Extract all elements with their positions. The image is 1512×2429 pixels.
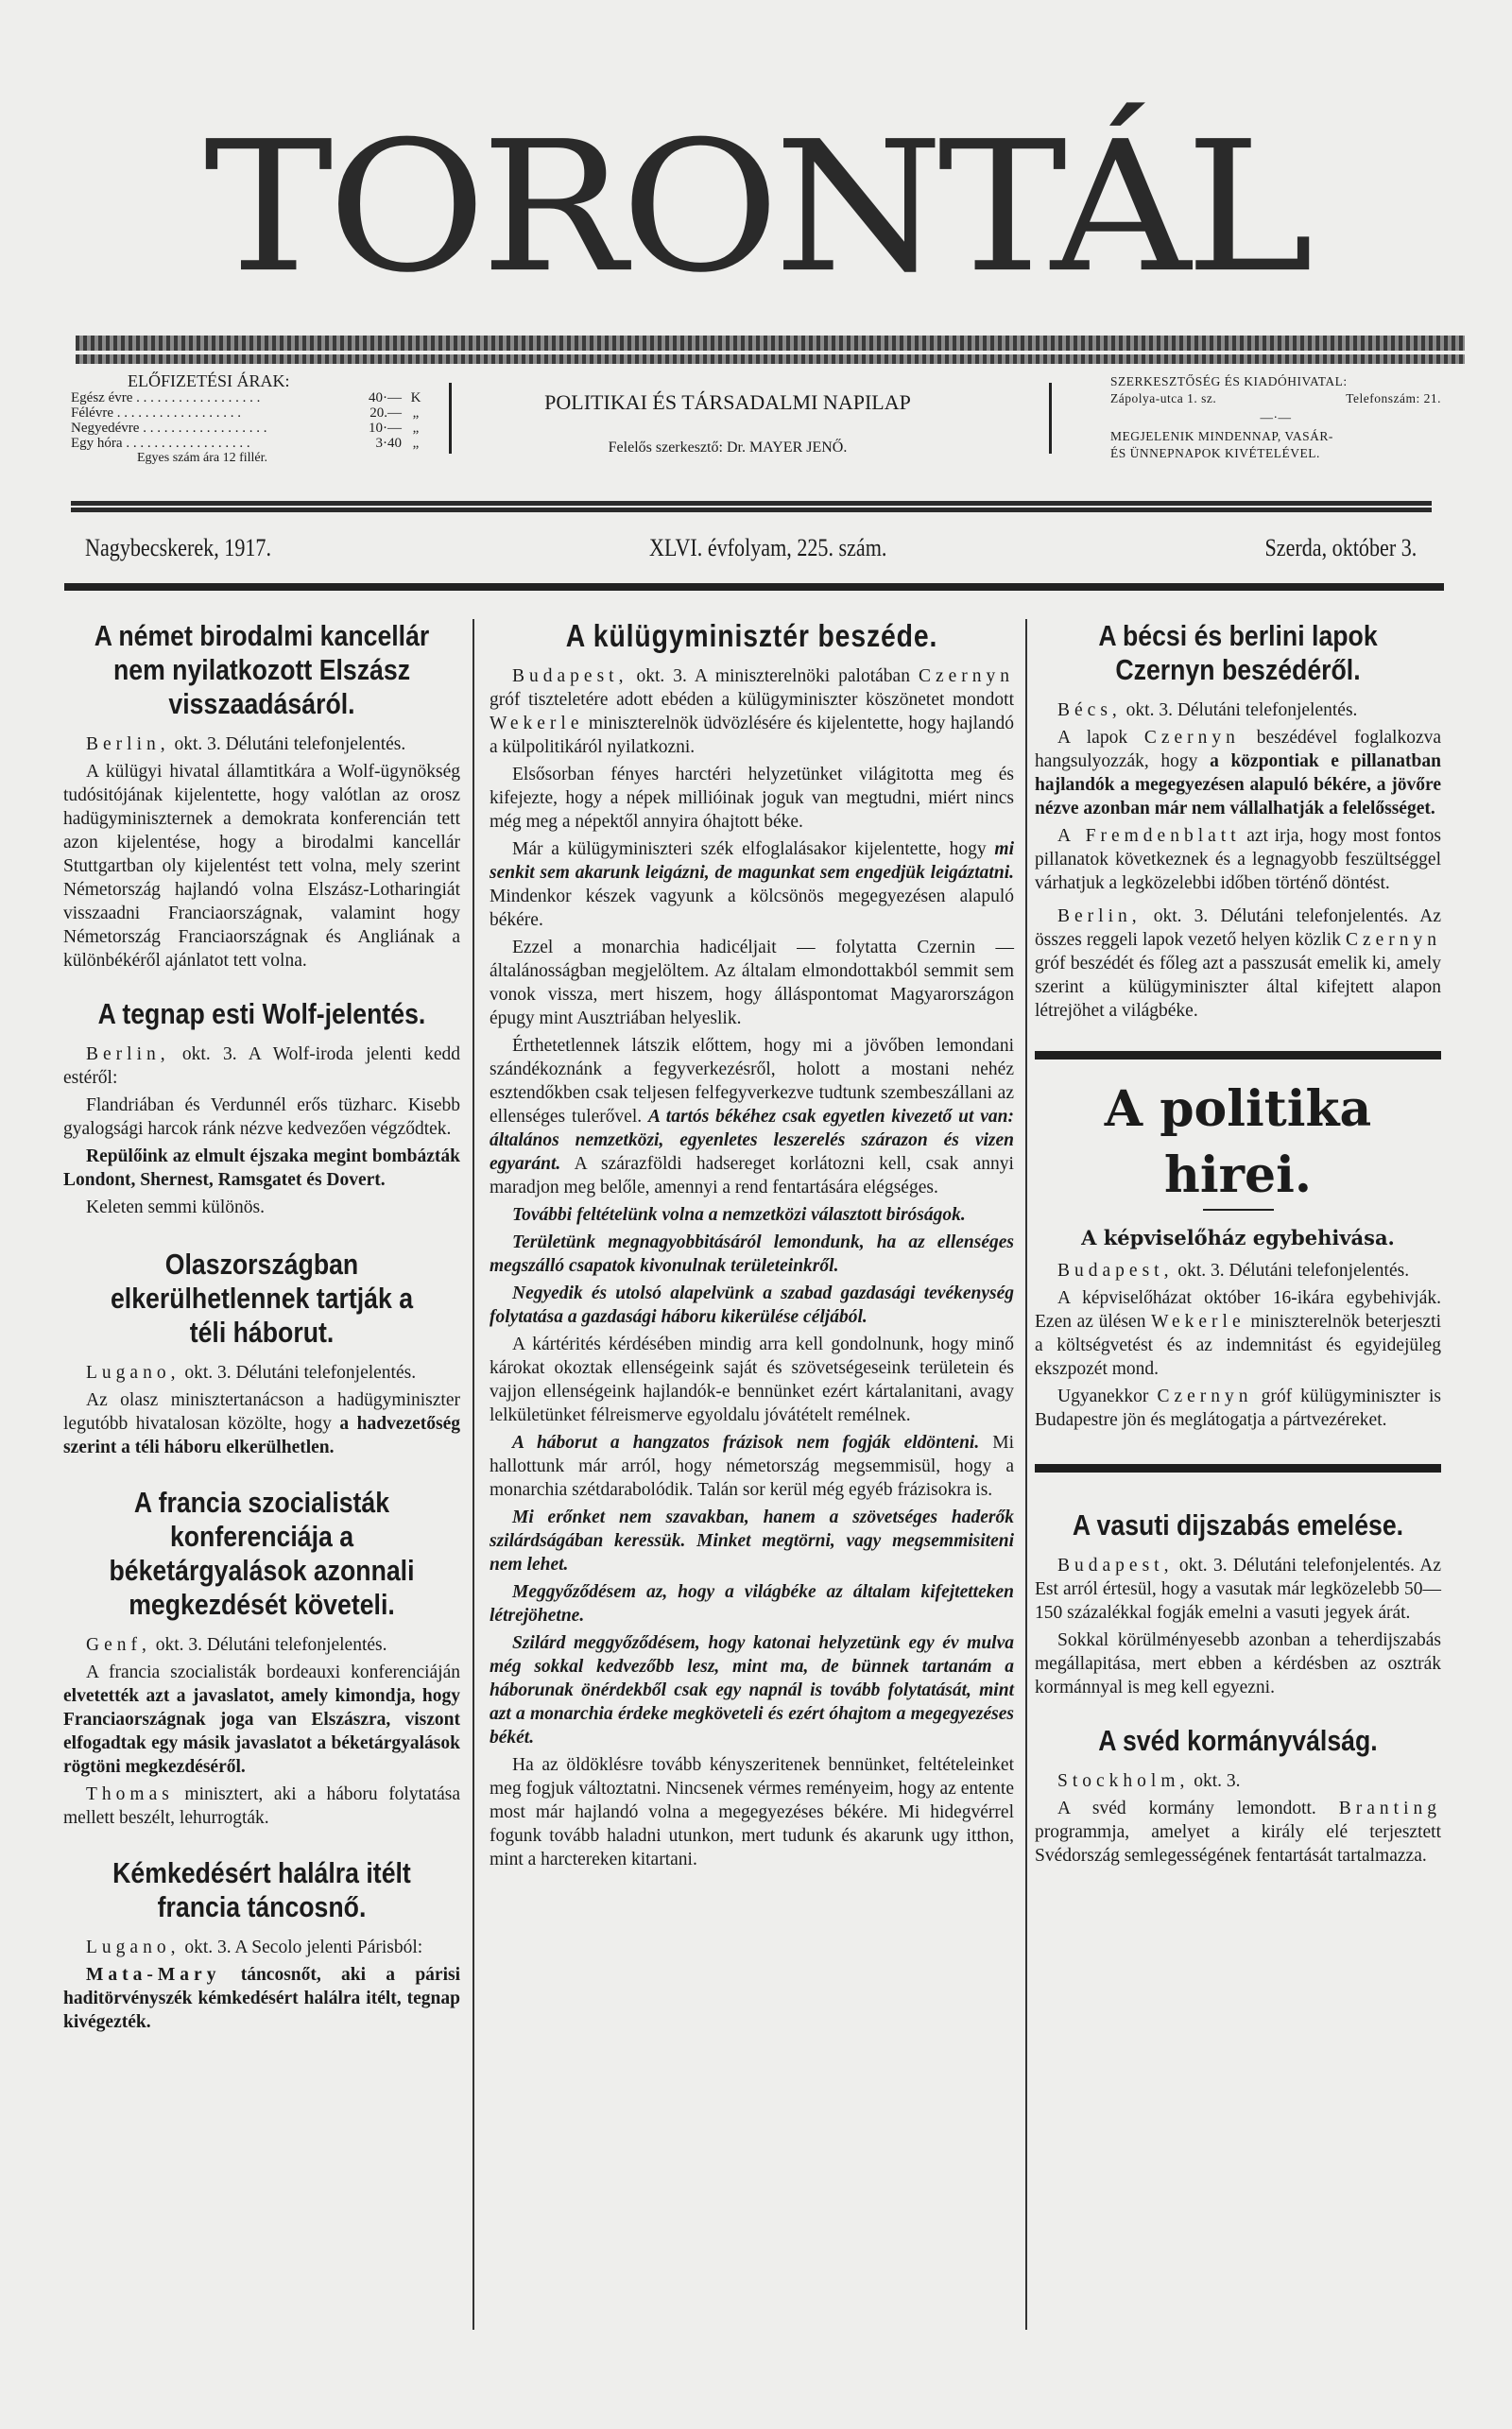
paragraph-emphasis: Területünk megnagyobbitásáról lemondunk, ha az ellenséges megszálló csapatok kivonulnak területeinkről. bbox=[490, 1232, 1014, 1276]
office-info bbox=[1110, 373, 1441, 462]
masthead bbox=[38, 95, 1474, 331]
dateline-place: Budapest, bbox=[1057, 1261, 1174, 1281]
paragraph-emphasis: További feltételünk volna a nemzetközi választott biróságok. bbox=[512, 1205, 966, 1225]
paragraph: Elsősorban fényes harctéri helyzetünket világitotta meg és kifejezte, hogy a népek millióinak joguk van megtudni, miért nincs még meg a népektől annyira óhajtott béke. bbox=[490, 765, 1014, 832]
double-rule bbox=[71, 501, 1432, 512]
paragraph-bold: Repülőink az elmult éjszaka megint bombázták Londont, Shernest, Ramsgatet és Dovert. bbox=[63, 1146, 460, 1190]
price-row: Félévre . . . 20.— „ bbox=[71, 405, 430, 421]
office-title: SZERKESZTŐSÉG ÉS KIADÓHIVATAL: bbox=[1110, 374, 1348, 388]
volume-issue: XLVI. évfolyam, 225. szám. bbox=[649, 534, 887, 561]
headline: Kémkedésért halálra itélt francia táncosnő. bbox=[112, 1856, 411, 1923]
office-address: Zápolya-utca 1. sz. bbox=[1110, 391, 1217, 405]
ornament-separator: —·— bbox=[1260, 410, 1292, 424]
column-divider bbox=[472, 619, 474, 2330]
headline: A francia szocialisták konferenciája a béketárgyalások azonnali megkezdését követeli. bbox=[109, 1486, 415, 1621]
subscription-title: ELŐFIZETÉSI ÁRAK: bbox=[128, 371, 290, 390]
price-row: Negyedévre . . . 10·— „ bbox=[71, 421, 430, 436]
article-vienna-berlin-papers: A bécsi és berlini lapok Czernyn beszédéről. Bécs, okt. 3. Délutáni telefonjelentés. A lapok Czernyn beszédével foglalkozva hangsulyozzák, hogy a központiak e pillanatban hajlandók a megegyezésen alapuló békére, a jövőre nézve azonban már nem vállalhatják a felelősséget. A Fremdenblatt azt irja, hogy most fontos pillanatok következnek és a legnagyobb feszültséggel várhatjuk a legközelebbi időben történő döntést. Berlin, okt. 3. Délutáni telefonjelentés. Az összes reggeli lapok vezető helyen közlik Czernyn gróf beszédét és főleg azt a passzusát emelik ki, amely szerint a külügyminiszter által kifejtett alapon létrejöhet a világbéke. bbox=[1035, 619, 1442, 1021]
thick-rule bbox=[64, 583, 1444, 591]
dateline-place: Budapest, bbox=[1057, 1556, 1174, 1576]
headline: A bécsi és berlini lapok Czernyn beszédéről. bbox=[1098, 619, 1378, 686]
place-year: Nagybecskerek, 1917. bbox=[85, 534, 272, 561]
paragraph: A külügyi hivatal államtitkára a Wolf-ügynökség tudósitójának kijelentette, hogy valótlan az orosz hadügyminiszternek a demokrata konferencián tett azon kijelentése, hogy a birodalmi kancellár Stuttgartban oly kijelentést tett volna, mely szerint Németország hajlandó volna Elszász-Lotharingiát visszaadni Franciaországnak, valamint hogy Németország Franciaországnak és Angliának a különbékéről ajánlatot tett volna. bbox=[63, 762, 460, 971]
paragraph: Keleten semmi különös. bbox=[86, 1197, 266, 1217]
vertical-divider bbox=[449, 383, 452, 454]
headline: A német birodalmi kancellár nem nyilatkozott Elszász visszaadásáról. bbox=[94, 619, 430, 720]
schedule-line: ÉS ÜNNEPNAPOK KIVÉTELÉVEL. bbox=[1110, 446, 1320, 460]
paragraph: Flandriában és Verdunnél erős tüzharc. Kisebb gyalogsági harcok ránk nézve kedvezően végződtek. bbox=[63, 1095, 460, 1139]
short-rule bbox=[1203, 1209, 1274, 1211]
dateline-place: Budapest, bbox=[512, 666, 628, 686]
paragraph: Ha az öldöklésre tovább kényszeritenek bennünket, feltételeinket meg fogjuk változtatni. Nincsenek vérmes reményeim, hogy az entente most már hajlandó volna a megegyezéses békére. Mi hidegvérrel fogunk tovább haladni utunkon, mert tudunk és akarunk ugy itthon, mint a harctereken kitartani. bbox=[490, 1755, 1014, 1869]
article-foreign-minister-speech: A külügyminisztér beszéde. Budapest, okt. 3. A miniszterelnöki palotában Czernyn gróf tiszteletére adott ebéden a külügyminiszter köszönetet mondott Wekerle miniszterelnök üdvözlésére és kijelentette, hogy hajlandó a külpolitikáról nyilatkozni. Elsősorban fényes harctéri helyzetünket világitotta meg és kifejezte, hogy a népek millióinak joguk van megtudni, miért nincs még meg a népektől annyira óhajtott béke. Már a külügyminiszteri szék elfoglalásakor kijelentette, hogy mi senkit sem akarunk leigázni, de magunkat sem engedjük leigáztatni. Mindenkor készek vagyunk a kölcsönös megegyezésen alapuló békére. Ezzel a monarchia hadicéljait — folytatta Czernin — általánosságban megjelöltem. Az általam elmondottakból semmit sem vonok vissza, mert hiszem, hogy álláspontomat Magyarországon épugy mint Ausztriában helyeslik. Érthetetlennek látszik előttem, hogy mi a jövőben lemondani szándékoznánk a fegyverkezésről, holott a mostani nehéz esztendőkben csak teljesen felfegyverkezve tudtunk szembeszállani az ellenséges tulerővel. A tartós békéhez csak egyetlen kivezető ut van: általános nemzetközi, egyenletes leszerelés szárazon és vizen egyaránt. A szárazföldi hadsereget korlátozni kell, csak annyi maradjon meg belőle, amennyi a rend fentartására elégséges. További feltételünk volna a nemzetközi választott biróságok. Területünk megnagyobbitásáról lemondunk, ha az ellenséges megszálló csapatok kivonulnak területeinkről. Negyedik és utolsó alapelvünk a szabad gazdasági tevékenység folytatása a gazdasági háboru kikerülése céljából. A kártérités kérdésében mindig arra kell gondolnunk, hogy minő károkat okoztak ellenségeink saját és szövetségeseink területein és vajjon ellenségeink hajlandók-e bennünket ezért kártalanitani, avagy lelkületünket félreismerve egyoldalu jóvátételt remélnek. A háborut a hangzatos frázisok nem fogják eldönteni. Mi hallottunk már arról, hogy németország megsemmisül, hogy a monarchia szétdarabolódik. Talán sor kerül még egyéb frázisokra is. Mi erőnket nem szavakban, hanem a szövetséges haderők szilárdságában keressük. Minket megtörni, vagy megsemmisiteni nem lehet. Meggyőződésem az, hogy a világbéke az általam kifejtetteken létrejöhetne. Szilárd meggyőződésem, hogy katonai helyzetünk egy év mulva még sokkal kedvezőbb lesz, mint ma, de bünnek tartanám a háborunak önérdekből csak egy napnál is tovább folytatását, mint azt a monarchia érdeke megköveteli és ezért óhajtom a megegyezéses békét. Ha az öldöklésre tovább kényszeritenek bennünket, feltételeinket meg fogjuk változtatni. Nincsenek vérmes reményeim, hogy az entente most már hajlandó volna a megegyezéses békére. Mi hidegvérrel fogunk tovább haladni utunkon, mert tudunk és akarunk ugy itthon, mint a harctereken kitartani. bbox=[490, 618, 1015, 1869]
dateline-place: Genf, bbox=[86, 1635, 151, 1655]
weekday-date: Szerda, október 3. bbox=[1264, 534, 1418, 561]
column-right bbox=[1035, 619, 1441, 1871]
editor-line: Felelős szerkesztő: Dr. MAYER JENŐ. bbox=[608, 439, 848, 456]
article-french-socialists: A francia szocialisták konferenciája a béketárgyalások azonnali megkezdését követeli. Genf, okt. 3. Délutáni telefonjelentés. A francia szocialisták bordeauxi konferenciáján elvetették azt a javaslatot, amely kimondja, hogy Franciaországnak joga van Elszászra, viszont elfogadtak egy másik javaslatot a béketárgyalások rögtöni megkezdéséről. Thomas minisztert, aki a háboru folytatása mellett beszélt, lehurrogták. bbox=[63, 1486, 460, 1828]
dateline-place: Bécs, bbox=[1057, 700, 1122, 720]
paragraph-emphasis: Negyedik és utolsó alapelvünk a szabad gazdasági tevékenység folytatása a gazdasági háboru kikerülése céljából. bbox=[490, 1283, 1014, 1327]
paragraph-emphasis: Mi erőnket nem szavakban, hanem a szövetséges haderők szilárdságában keressük. Minket megtörni, vagy megsemmisiteni nem lehet. bbox=[490, 1507, 1014, 1575]
paragraph: A kártérités kérdésében mindig arra kell gondolnunk, hogy minő károkat okoztak ellenségeink saját és szövetségeseink területein és vajjon ellenségeink hajlandók-e bennünket ezért kártalanitani, avagy lelkületünket félreismerve egyoldalu jóvátételt remélnek. bbox=[490, 1335, 1014, 1425]
article-swedish-crisis: A svéd kormányválság. Stockholm, okt. 3. A svéd kormány lemondott. Branting programmja, amelyet a király elé terjesztett Svédország semlegességének fentartását tartalmazza. bbox=[1035, 1724, 1441, 1866]
dateline-place: Lugano, bbox=[86, 1938, 180, 1957]
single-issue-price: Egyes szám ára 12 fillér. bbox=[137, 451, 268, 465]
dateline-place: Stockholm, bbox=[1057, 1771, 1190, 1791]
ornamental-border bbox=[76, 336, 1465, 364]
office-phone: Telefonszám: 21. bbox=[1346, 391, 1441, 405]
section-rule bbox=[1035, 1051, 1441, 1059]
paragraph-emphasis: Meggyőződésem az, hogy a világbéke az általam kifejtetteken létrejöhetne. bbox=[490, 1582, 1014, 1626]
paragraph: Sokkal körülményesebb azonban a teherdijszabás megállapitása, mert ebben a kérdésben az osztrák kormánnyal is meg kell egyezni. bbox=[1035, 1630, 1441, 1697]
paragraph-emphasis: Szilárd meggyőződésem, hogy katonai helyzetünk egy év mulva még sokkal kedvezőbb lesz, mint ma, de bünnek tartanám a háborunak önérdekből csak egy napnál is tovább folytatását, mint azt a monarchia érdeke megköveteli és ezért óhajtom a megegyezéses békét. bbox=[490, 1633, 1014, 1748]
headline: A tegnap esti Wolf-jelentés. bbox=[97, 997, 426, 1030]
headline: A vasuti dijszabás emelése. bbox=[1072, 1508, 1404, 1542]
column-center bbox=[490, 619, 1014, 1875]
newspaper-logo: TORONTÁL bbox=[203, 103, 1309, 313]
masthead-center bbox=[463, 373, 992, 457]
headline: Olaszországban elkerülhetlennek tartják a téli háborut. bbox=[110, 1248, 414, 1349]
paragraph: Ezzel a monarchia hadicéljait — folytatta Czernin — általánosságban megjelöltem. Az általam elmondottakból semmit sem vonok vissza, mert hiszem, hogy álláspontomat Magyarországon épugy mint Ausztriában helyeslik. bbox=[490, 938, 1014, 1028]
section-rule bbox=[1035, 1464, 1441, 1473]
headline: A külügyminisztér beszéde. bbox=[565, 618, 938, 653]
headline: A képviselőház egybehivása. bbox=[1081, 1226, 1395, 1249]
dateline-place: Berlin, bbox=[86, 734, 170, 754]
dateline-place: Lugano, bbox=[86, 1363, 180, 1383]
dateline bbox=[85, 534, 1417, 562]
section-title: A politika hirei. bbox=[1104, 1080, 1372, 1204]
price-row: Egész évre . . . 40·— K bbox=[71, 390, 430, 405]
article-chancellor: A német birodalmi kancellár nem nyilatkozott Elszász visszaadásáról. Berlin, okt. 3. Délutáni telefonjelentés. A külügyi hivatal államtitkára a Wolf-ügynökség tudósitójának kijelentette, hogy valótlan az orosz hadügyminiszternek a demokrata konferencián tett azon kijelentése, hogy a birodalmi kancellár Stuttgartban oly kijelentést tett volna, mely szerint Németország hajlandó volna Elszász-Lotharingiát visszaadni Franciaországnak, valamint hogy Németország Franciaországnak és Angliának a különbékéről ajánlatot tett volna. bbox=[63, 619, 460, 971]
article-railway-tariff: A vasuti dijszabás emelése. Budapest, okt. 3. Délutáni telefonjelentés. Az Est arról értesül, hogy a vasutak már legközelebb 50—150 százalékkal fogják emelni a vasuti jegyek árát. Sokkal körülményesebb azonban a teherdijszabás megállapitása, mert ebben a kérdésben az osztrák kormánnyal is meg kell egyezni. bbox=[1035, 1508, 1442, 1697]
article-parliament: A képviselőház egybehivása. Budapest, okt. 3. Délutáni telefonjelentés. A képviselőházat október 16-ikára egybehivják. Ezen az ülésen Wekerle miniszterelnök beterjeszti a költségvetést és az indemnitást és egyidejüleg ekszpozét mond. Ugyanekkor Czernyn gróf külügyminiszter is Budapestre jön és meglátogatja a pártvezéreket. bbox=[1035, 1226, 1442, 1430]
price-row: Egy hóra . . . 3·40 „ bbox=[71, 436, 430, 451]
article-wolf-report: A tegnap esti Wolf-jelentés. Berlin, okt. 3. A Wolf-iroda jelenti kedd estéről: Flandriában és Verdunnél erős tüzharc. Kisebb gyalogsági harcok ránk nézve kedvezően végződtek. Repülőink az elmult éjszaka megint bombázták Londont, Shernest, Ramsgatet és Dovert. Keleten semmi különös. bbox=[63, 997, 460, 1217]
vertical-divider bbox=[1049, 383, 1052, 454]
article-italy: Olaszországban elkerülhetlennek tartják a téli háborut. Lugano, okt. 3. Délutáni telefonjelentés. Az olasz minisztertanácson a hadügyminiszter legutóbb hivatalosan közölte, hogy a hadvezetőség szerint a téli háboru elkerülhetlen. bbox=[63, 1248, 460, 1457]
column-left bbox=[63, 619, 460, 2038]
headline: A svéd kormányválság. bbox=[1098, 1724, 1378, 1757]
paper-subtitle: POLITIKAI ÉS TÁRSADALMI NAPILAP bbox=[544, 390, 911, 414]
column-divider bbox=[1025, 619, 1027, 2330]
dateline-place: Berlin, bbox=[86, 1044, 170, 1064]
schedule-line: MEGJELENIK MINDENNAP, VASÁR- bbox=[1110, 429, 1333, 443]
article-dancer: Kémkedésért halálra itélt francia táncosnő. Lugano, okt. 3. A Secolo jelenti Párisból: Mata-Mary táncosnőt, aki a párisi haditörvényszék kémkedésért halálra itélt, tegnap kivégezték. bbox=[63, 1856, 460, 2032]
subscription-prices bbox=[71, 373, 430, 466]
